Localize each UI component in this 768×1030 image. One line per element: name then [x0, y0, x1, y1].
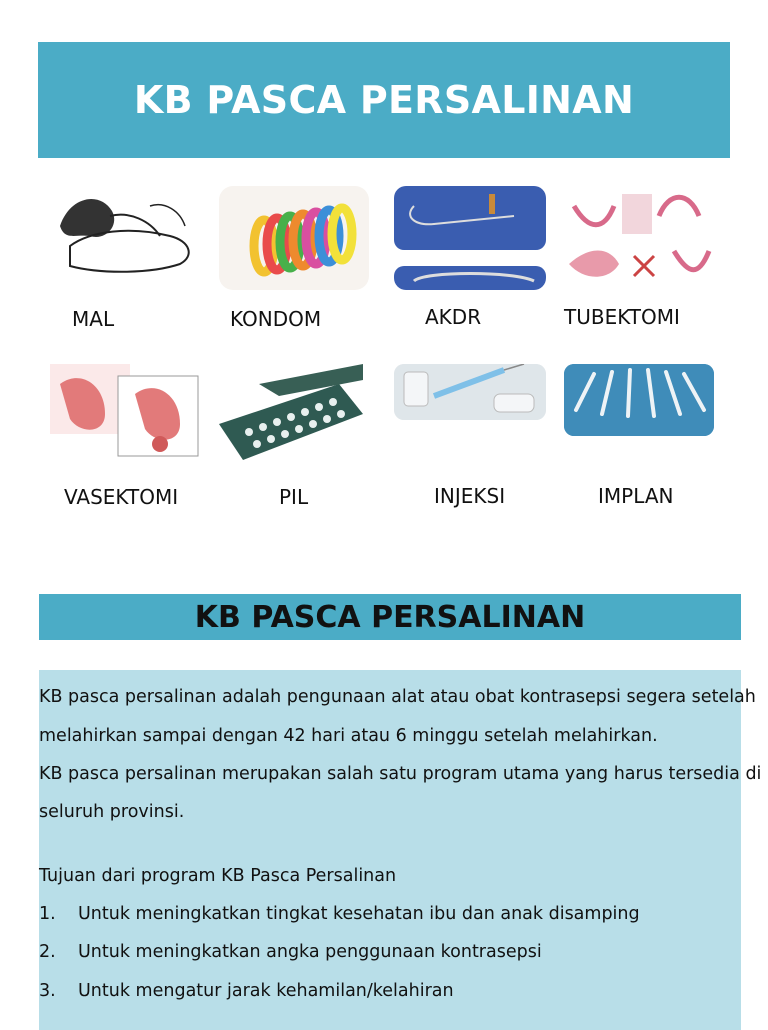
section-title: KB PASCA PERSALINAN — [194, 599, 586, 635]
iud-photo-icon — [394, 186, 546, 290]
content-box — [39, 670, 741, 1030]
goal-number: 1. — [39, 904, 56, 924]
implant-photo-icon — [564, 364, 714, 436]
paragraph-line: KB pasca persalinan merupakan salah satu program utama yang harus tersedia di — [39, 764, 762, 784]
goal-number: 3. — [39, 981, 56, 1001]
method-label-implan: IMPLAN — [598, 484, 674, 508]
page-title: KB PASCA PERSALINAN — [133, 78, 635, 122]
method-label-akdr: AKDR — [425, 305, 482, 329]
goal-text: Untuk meningkatkan angka penggunaan kontrasepsi — [78, 942, 542, 962]
goal-number: 2. — [39, 942, 56, 962]
tubectomy-diagram-icon — [564, 186, 714, 290]
title-banner — [38, 42, 730, 158]
paragraph-line: melahirkan sampai dengan 42 hari atau 6 minggu setelah melahirkan. — [39, 726, 658, 746]
vasectomy-diagram-icon — [50, 364, 200, 458]
method-label-mal: MAL — [72, 307, 115, 331]
injection-photo-icon — [394, 364, 546, 420]
paragraph-line: seluruh provinsi. — [39, 802, 185, 822]
method-label-kondom: KONDOM — [230, 307, 322, 331]
breastfeeding-illustration-icon — [50, 186, 198, 278]
section-banner — [39, 594, 741, 640]
method-label-pil: PIL — [279, 485, 309, 509]
condom-photo-icon — [219, 186, 369, 290]
paragraph-line: KB pasca persalinan adalah pengunaan alat atau obat kontrasepsi segera setelah — [39, 687, 756, 707]
method-label-vasektomi: VASEKTOMI — [64, 485, 179, 509]
method-label-tubektomi: TUBEKTOMI — [564, 305, 680, 329]
goals-heading: Tujuan dari program KB Pasca Persalinan — [39, 866, 397, 886]
pill-pack-photo-icon — [219, 364, 363, 468]
goal-text: Untuk mengatur jarak kehamilan/kelahiran — [78, 981, 454, 1001]
goal-text: Untuk meningkatkan tingkat kesehatan ibu dan anak disamping — [78, 904, 640, 924]
method-label-injeksi: INJEKSI — [434, 484, 506, 508]
